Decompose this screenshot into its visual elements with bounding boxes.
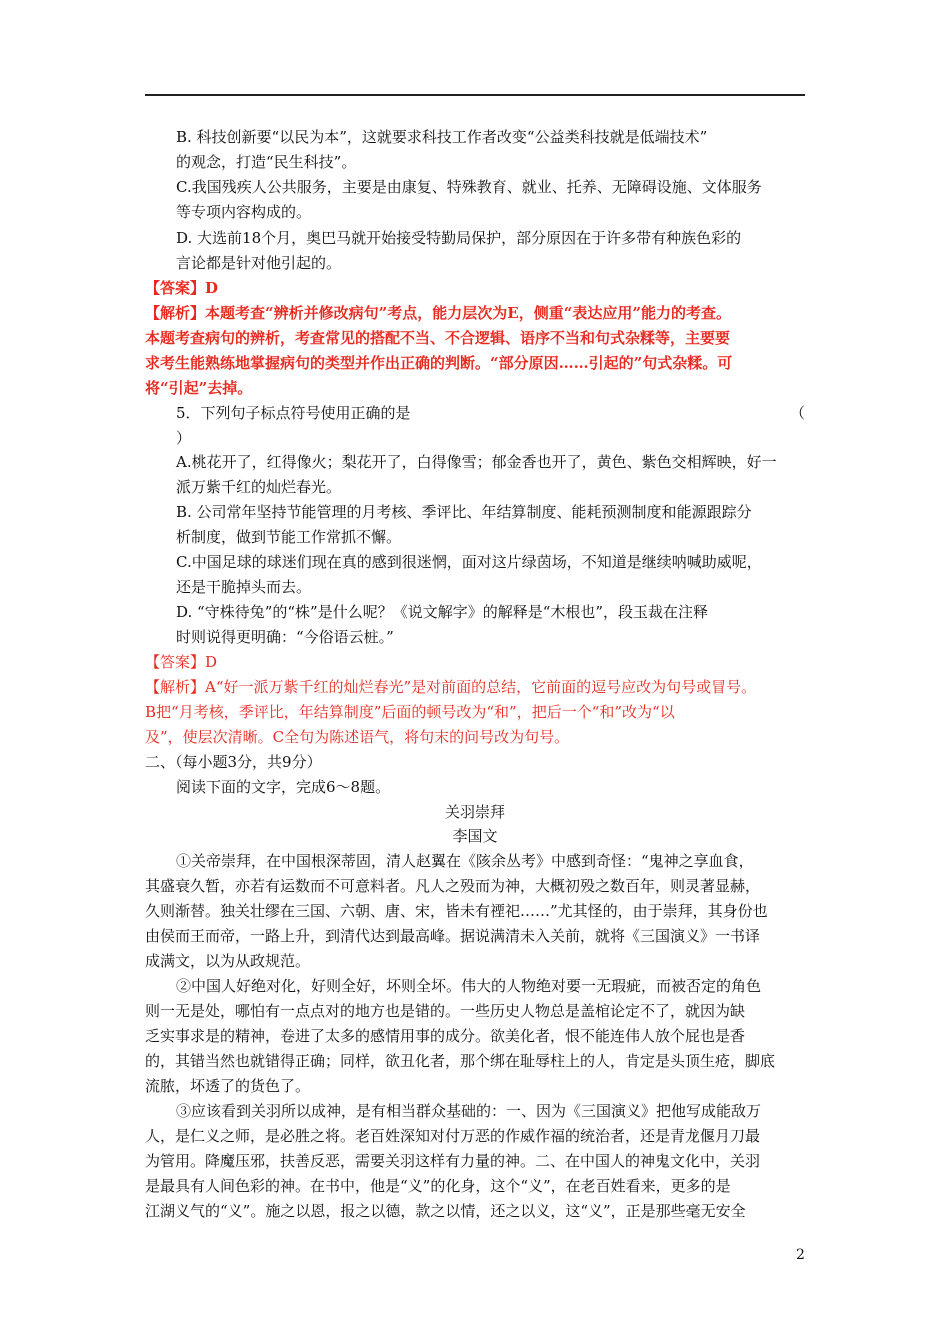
option-c-line1: C.我国残疾人公共服务，主要是由康复、特殊教育、就业、托养、无障碍设施、文体服务 (176, 178, 762, 196)
q5-answer-label: 【答案】D (145, 653, 218, 671)
answer-bracket-close: ） (176, 429, 192, 447)
question-5: 5．下列句子标点符号使用正确的是 (176, 404, 411, 422)
q5-option-d-line2: 时则说得更明确：“今俗语云桩。” (176, 628, 394, 646)
header-rule (145, 94, 805, 96)
para3-line4: 是最具有人间色彩的神。在书中，他是“义”的化身，这个“义”，在老百姓看来，更多的是 (145, 1177, 731, 1195)
q5-analysis-line2: B把“月考核，季评比，年结算制度”后面的顿号改为“和”，把后一个“和”改为“以 (145, 703, 675, 721)
para1-line1: ①关帝崇拜，在中国根深蒂固，清人赵翼在《陔余丛考》中感到奇怪：“鬼神之享血食， (176, 852, 754, 870)
para2-line4: 的，其错当然也就错得正确；同样，欲丑化者，那个绑在耻辱柱上的人，肯定是头顶生疮，脚底 (145, 1052, 776, 1070)
para2-line2: 则一无是处，哪怕有一点点对的地方也是错的。一些历史人物总是盖棺论定不了，就因为缺 (145, 1002, 746, 1020)
para1-line4: 由侯而王而帝，一路上升，到清代达到最高峰。据说满清未入关前，就将《三国演义》一书译 (145, 927, 761, 945)
q5-option-c-line1: C.中国足球的球迷们现在真的感到很迷惘，面对这片绿茵场，不知道是继续呐喊助威呢， (176, 553, 762, 571)
analysis-line4: 将“引起”去掉。 (145, 379, 253, 397)
option-d-line1: D. 大选前18个月，奥巴马就开始接受特勤局保护，部分原因在于许多带有种族色彩的 (176, 229, 742, 247)
q5-option-a-line2: 派万紫千红的灿烂春光。 (176, 478, 342, 496)
q5-option-b-line1: B. 公司常年坚持节能管理的月考核、季评比、年结算制度、能耗预测制度和能源跟踪分 (176, 503, 752, 521)
article-author: 李国文 (452, 827, 498, 845)
para1-line5: 成满文，以为从政规范。 (145, 952, 311, 970)
para3-line3: 为管用。降魔压邪，扶善反恶，需要关羽这样有力量的神。二、在中国人的神鬼文化中，关羽 (145, 1152, 761, 1170)
option-b-line1: B. 科技创新要“以民为本”，这就要求科技工作者改变“公益类科技就是低端技术” (176, 128, 708, 146)
para2-line5: 流脓，坏透了的货色了。 (145, 1077, 311, 1095)
para3-line1: ③应该看到关羽所以成神，是有相当群众基础的：一、因为《三国演义》把他写成能敌万 (176, 1102, 762, 1120)
option-d-line2: 言论都是针对他引起的。 (176, 254, 342, 272)
q5-option-d-line1: D. “守株待兔”的“株”是什么呢？《说文解字》的解释是“木根也”，段玉裁在注释 (176, 603, 709, 621)
reading-instruction: 阅读下面的文字，完成6～8题。 (176, 778, 391, 796)
option-b-line2: 的观念，打造“民生科技”。 (176, 153, 357, 171)
para3-line5: 江湖义气的“义”。施之以恩，报之以德，款之以情，还之以义，这“义”，正是那些毫无安全 (145, 1202, 746, 1220)
q5-option-a-line1: A.桃花开了，红得像火；梨花开了，白得像雪；郁金香也开了，黄色、紫色交相辉映，好一 (176, 453, 777, 471)
answer-bracket-open: （ (789, 404, 805, 422)
q5-option-b-line2: 析制度，做到节能工作常抓不懈。 (176, 528, 402, 546)
option-c-line2: 等专项内容构成的。 (176, 203, 312, 221)
answer-label: 【答案】D (145, 279, 219, 297)
analysis-line2: 本题考查病句的辨析，考查常见的搭配不当、不合逻辑、语序不当和句式杂糅等，主要要 (145, 329, 731, 347)
para1-line2: 其盛衰久暂，亦若有运数而不可意料者。凡人之殁而为神，大概初殁之数百年，则灵著显赫， (145, 877, 761, 895)
page-number: 2 (796, 1247, 805, 1263)
article-title: 关羽崇拜 (444, 803, 505, 821)
q5-analysis-line1: 【解析】A“好一派万紫千红的灿烂春光”是对前面的总结，它前面的逗号应改为句号或冒号。 (145, 678, 757, 696)
q5-analysis-line3: 及”，使层次清晰。C全句为陈述语气，将句末的问号改为句号。 (145, 728, 570, 746)
analysis-line1: 【解析】本题考查“辨析并修改病句”考点，能力层次为E，侧重“表达应用”能力的考查。 (145, 304, 731, 322)
para2-line3: 乏实事求是的精神，卷进了太多的感情用事的成分。欲美化者，恨不能连伟人放个屁也是香 (145, 1027, 746, 1045)
q5-option-c-line2: 还是干脆掉头而去。 (176, 578, 312, 596)
section-heading: 二、（每小题3分，共9分） (145, 753, 322, 771)
para2-line1: ②中国人好绝对化，好则全好，坏则全坏。伟大的人物绝对要一无瑕疵，而被否定的角色 (176, 977, 762, 995)
para1-line3: 久则渐替。独关壮缪在三国、六朝、唐、宋，皆未有禋祀……”尤其怪的，由于崇拜，其身份也 (145, 902, 768, 920)
para3-line2: 人，是仁义之师，是必胜之将。老百姓深知对付万恶的作威作福的统治者，还是青龙偃月刀最 (145, 1127, 761, 1145)
analysis-line3: 求考生能熟练地掌握病句的类型并作出正确的判断。“部分原因……引起的”句式杂糅。可 (145, 354, 733, 372)
